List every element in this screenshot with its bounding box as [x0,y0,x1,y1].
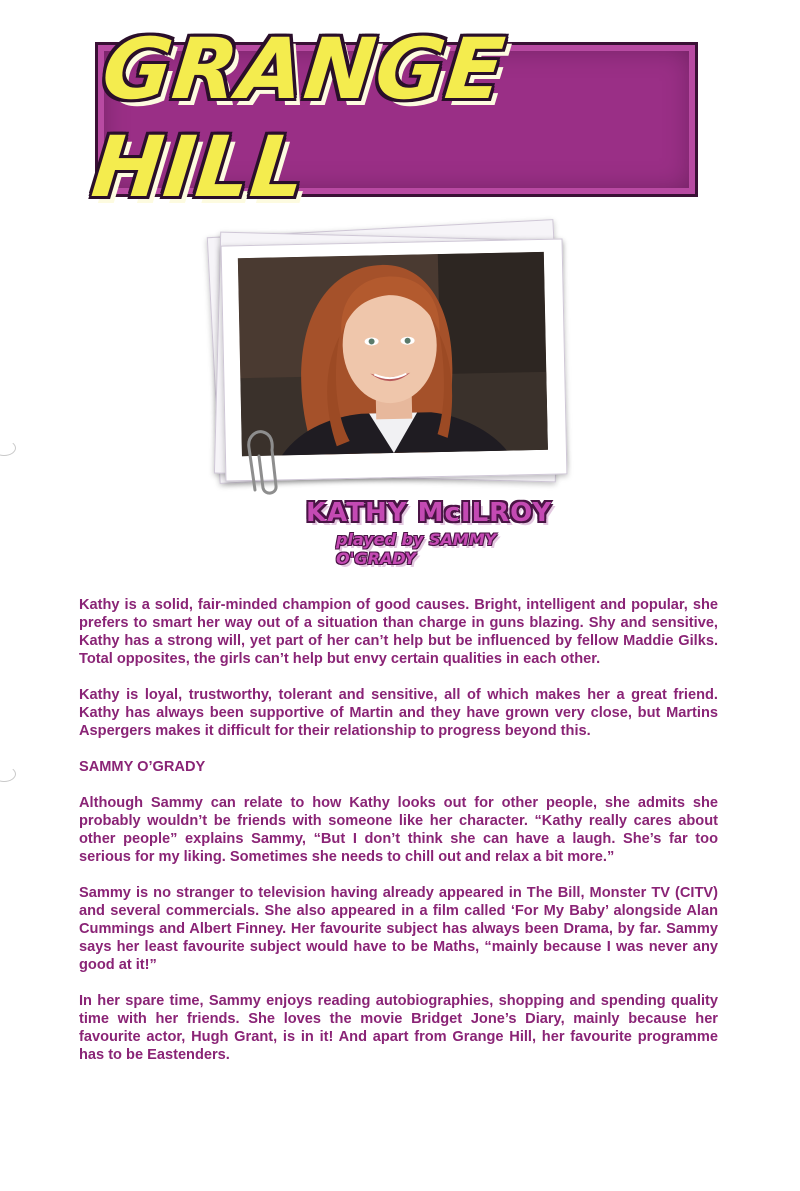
photo-stack [205,222,575,492]
portrait-photo [238,252,548,456]
actor-credit: played by SAMMY O'GRADY [336,530,497,568]
paragraph: Kathy is loyal, trustworthy, tolerant and sensitive, all of which makes her a great friend. Kathy has always been supportive of Martin and they have grown very close, but Martins Aspergers makes it difficult for their relationship to progress beyond this. [79,687,718,739]
portrait-illustration [238,252,548,456]
article-body [79,596,718,1082]
paragraph: In her spare time, Sammy enjoys reading autobiographies, shopping and spending quality time with her friends. She loves the movie Bridget Jone’s Diary, mainly because her favourite actor, Hugh Grant, is in it! And apart from Grange Hill, her favourite programme has to be Eastenders. [79,993,718,1063]
paragraph: Although Sammy can relate to how Kathy looks out for other people, she admits she probably wouldn’t be friends with someone like her character. “Kathy really cares about other people” explains Sammy, “But I don’t think she can have a laugh. She’s far too serious for my liking. Sometimes she needs to chill out and relax a bit more.” [79,795,718,865]
punch-hole-bottom [0,766,16,782]
title-banner [87,19,698,216]
character-caption [302,498,572,568]
banner-title: GRANGE HILL [87,19,510,216]
paragraph: Kathy is a solid, fair-minded champion of good causes. Bright, intelligent and popular, she prefers to smart her way out of a situation than charge in guns blazing. Shy and sensitive, Kathy has a strong will, yet part of her can’t help but be influenced by fellow Maddie Gilks. Total opposites, the girls can’t help but envy certain qualities in each other. [79,597,718,667]
paperclip-icon [243,428,281,498]
punch-hole-top [0,440,16,456]
character-name: KATHY McILROY [306,498,553,528]
section-heading: SAMMY O’GRADY [79,759,206,775]
paragraph: Sammy is no stranger to television having already appeared in The Bill, Monster TV (CITV) and several commercials. She also appeared in a film called ‘For My Baby’ alongside Alan Cummings and Albert Finney. Her favourite subject has always been Drama, by far. Sammy says her least favourite subject would have to be Maths, “mainly because I was never any good at it!” [79,885,718,973]
